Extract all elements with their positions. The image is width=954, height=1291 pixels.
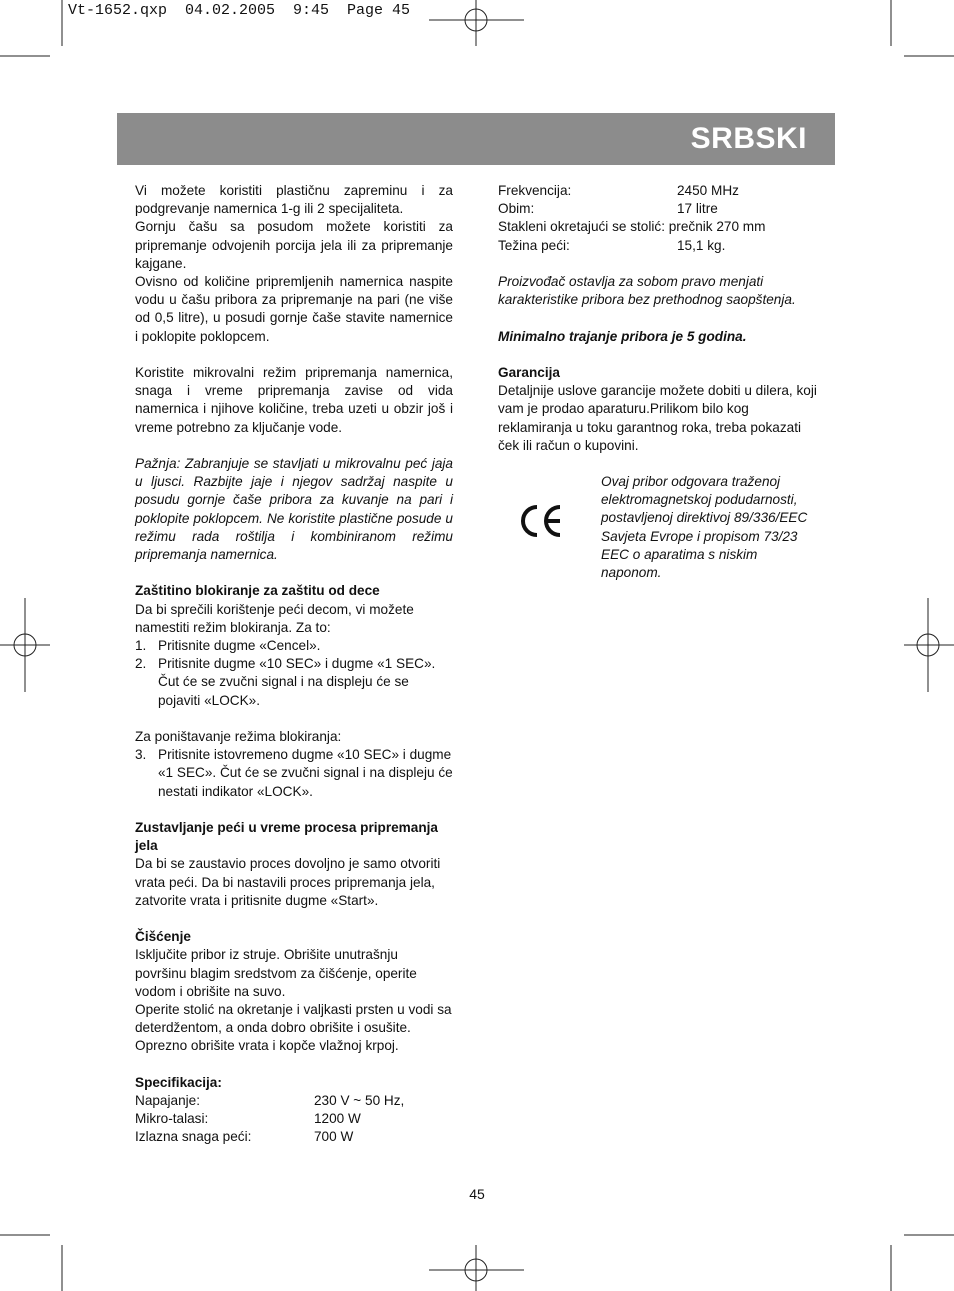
cancel-lock-intro: Za poništavanje režima blokiranja:: [135, 729, 342, 745]
spec-table: [135, 1092, 453, 1147]
ce-compliance-text: Ovaj pribor odgovara traženoj elektromagnetskoj podudarnosti, postavljenoj direktivoj 89/336/EEC Savjeta Evrope i propisom 73/23 EEC o aparatima s niskim naponom.: [601, 474, 808, 581]
spec-value: 700 W: [314, 1129, 354, 1145]
cleaning-heading: Čišćenje: [135, 929, 191, 945]
lock-step: [135, 655, 453, 710]
step-text: Pritisnite dugme «Cencel».: [158, 638, 321, 654]
cleaning-text-2: Operite stolić na okretanje i valjkasti prsten u vodi sa deterdžentom, a onda dobro obrišite i osušite. Oprezno obrišite vrata i kopče vlažnoj krpoj.: [135, 1002, 452, 1054]
spec-row: [135, 1092, 453, 1110]
lock-step: [135, 637, 453, 655]
spec-value: 17 litre: [677, 201, 718, 217]
step-text: Pritisnite dugme «10 SEC» i dugme «1 SEC». Čut će se zvučni signal i na displeju će se pojaviti «LOCK».: [158, 656, 436, 708]
lock-heading: Zaštitino blokiranje za zaštitu od dece: [135, 583, 380, 599]
spec-heading: Specifikacija:: [135, 1074, 222, 1090]
spec-value: 230 V ~ 50 Hz,: [314, 1093, 405, 1109]
spec-key: Napajanje:: [135, 1093, 200, 1109]
banner-title: SRBSKI: [690, 122, 807, 155]
spec-row: [135, 1110, 453, 1128]
right-column: [498, 182, 818, 583]
spec-key: Izlazna snaga peći:: [135, 1129, 252, 1145]
spec-table-continued: [498, 182, 818, 255]
intro-paragraph-1: Vi možete koristiti plastičnu zapreminu i za podgrevanje namernica 1-g ili 2 specijaliteta.: [135, 183, 453, 217]
warranty-heading: Garancija: [498, 364, 560, 380]
print-header: Vt-1652.qxp 04.02.2005 9:45 Page 45: [68, 2, 411, 19]
intro-paragraph-3: Ovisno od količine pripremljenih namernica naspite vodu u čašu pribora za pripremanje na pari (ne više od 0,5 litre), u posudi gornje čaše stavite namernice i poklopite poklopcem.: [135, 274, 453, 344]
minimum-lifetime: Minimalno trajanje pribora je 5 godina.: [498, 328, 747, 344]
lock-intro: Da bi sprečili korištenje peći decom, vi možete namestiti režim blokiranja. Za to:: [135, 601, 414, 635]
cancel-lock-step: [135, 746, 453, 801]
stop-text: Da bi se zaustavio proces dovoljno je samo otvoriti vrata peći. Da bi nastavili proces pripremanja jela, zatvorite vrata i pritisnite dugme «Start».: [135, 856, 441, 908]
intro-paragraph-2: Gornju čašu sa posudom možete koristiti za pripremanje odvojenih porcija jela ili za pripremanje kajgane.: [135, 219, 453, 271]
spec-key: Mikro-talasi:: [135, 1111, 209, 1127]
spec-key: Frekvencija:: [498, 183, 572, 198]
cleaning-text-1: Isključite pribor iz struje. Obrišite unutrašnju površinu blagim sredstvom za čišćenje, operite vodom i obrišite na suvo.: [135, 947, 417, 999]
ce-mark-icon: [518, 503, 564, 539]
spec-row: [498, 200, 818, 218]
spec-value: 15,1 kg.: [677, 237, 726, 253]
step-number: 3.: [135, 747, 147, 763]
spec-key: Obim:: [498, 201, 535, 217]
manufacturer-note: Proizvođač ostavlja za sobom pravo menjati karakteristike pribora bez prethodnog saopštenja.: [498, 274, 796, 308]
page-number: 45: [469, 1186, 485, 1202]
spec-row: [135, 1128, 453, 1146]
spec-row: [498, 182, 818, 200]
stop-heading: Zustavljanje peći u vreme procesa pripremanja jela: [135, 820, 438, 854]
microwave-paragraph: Koristite mikrovalni režim pripremanja namernica, snaga i vreme pripremanja zavise od vida namernica i njihove količine, treba uzeti u obzir još i vreme potrebno za ključanje vode.: [135, 365, 453, 435]
section-banner: [117, 113, 835, 165]
spec-key: Težina peći:: [498, 237, 570, 253]
warning-paragraph: Pažnja: Zabranjuje se stavljati u mikrovalnu peć jaja u ljusci. Razbijte jaje i njegov sadržaj naspite u posudu gornje čaše pribora za kuvanje na pari i poklopite poklopcem. Ne koristite plastične posude u režimu rada roštilja i kombiniranom režimu pripremanja namernica.: [135, 456, 453, 563]
step-number: 2.: [135, 656, 147, 672]
spec-value: 2450 MHz: [677, 183, 739, 198]
step-text: Pritisnite istovremeno dugme «10 SEC» i dugme «1 SEC». Čut će se zvučni signal i na displeju će nestati indikator «LOCK».: [158, 747, 453, 799]
step-number: 1.: [135, 638, 147, 654]
glass-turntable-line: Stakleni okretajući se stolić: prečnik 270 mm: [498, 219, 766, 235]
warranty-text: Detaljnije uslove garancije možete dobiti u dilera, koji vam je prodao aparaturu.Prilikom bilo kog reklamiranja u toku garantnog roka, treba pokazati ček ili račun o kupovini.: [498, 383, 817, 453]
ce-compliance-block: [498, 473, 818, 583]
spec-row: [498, 237, 818, 255]
spec-value: 1200 W: [314, 1111, 361, 1127]
left-column: [135, 182, 453, 1147]
